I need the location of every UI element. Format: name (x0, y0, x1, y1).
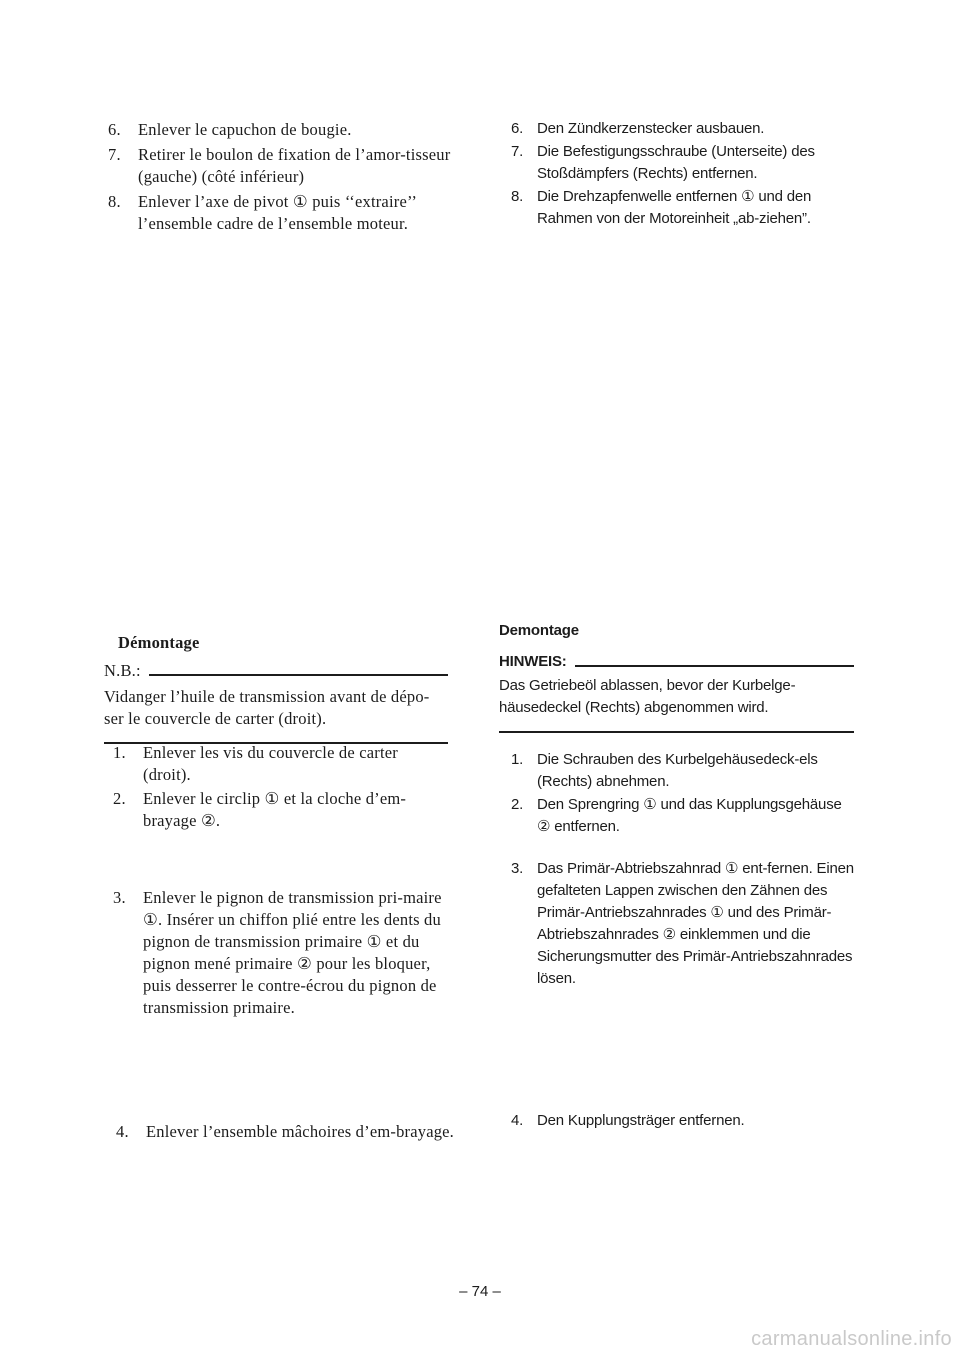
page-number: – 74 – (459, 1283, 501, 1300)
step-number: 1. (511, 751, 524, 768)
note-text: Vidanger l’huile de transmission avant de dépo-ser le couvercle de carter (droit). (104, 687, 430, 728)
note-label: HINWEIS: (499, 653, 567, 670)
step-text: Enlever les vis du couvercle de carter (droit). (143, 743, 398, 784)
note-divider (575, 665, 854, 667)
de-steps-b (511, 749, 855, 838)
step-number: 8. (108, 192, 121, 211)
watermark-text: carmanualsonline.info (751, 1328, 952, 1350)
list-item (511, 141, 856, 185)
step-text: Die Befestigungsschraube (Unterseite) des Stoßdämpfers (Rechts) entfernen. (537, 143, 815, 182)
note-header (499, 651, 854, 673)
step-text: Enlever l’axe de pivot ① puis ‘‘extraire’’ l’ensemble cadre de l’ensemble moteur. (138, 192, 416, 233)
step-number: 4. (116, 1122, 129, 1141)
step-text: Den Zündkerzenstecker ausbauen. (537, 120, 765, 137)
step-number: 7. (511, 143, 524, 160)
note-label: N.B.: (104, 661, 141, 680)
step-number: 1. (113, 743, 126, 762)
step-text: Den Sprengring ① und das Kupplungsgehäuse ② entfernen. (537, 796, 842, 835)
list-item (108, 119, 452, 141)
list-item (511, 794, 855, 838)
step-text: Die Schrauben des Kurbelgehäusedeck-els (Rechts) abnehmen. (537, 751, 818, 790)
step-number: 6. (108, 120, 121, 139)
step-number: 3. (511, 860, 524, 877)
note-header (104, 660, 448, 682)
de-section-title: Demontage (499, 622, 579, 639)
step-number: 3. (113, 888, 126, 907)
de-step-3 (511, 858, 855, 990)
step-number: 8. (511, 188, 524, 205)
fr-section-title: Démontage (118, 633, 200, 652)
list-item (113, 742, 450, 786)
step-text: Enlever le capuchon de bougie. (138, 120, 352, 139)
list-item (113, 887, 450, 1019)
step-number: 6. (511, 120, 524, 137)
step-text: Retirer le boulon de fixation de l’amor-tisseur (gauche) (côté inférieur) (138, 145, 451, 186)
fr-steps-a (108, 119, 452, 235)
note-divider (149, 674, 448, 676)
step-number: 2. (511, 796, 524, 813)
fr-step-3 (113, 887, 450, 1019)
de-step-4 (511, 1110, 855, 1132)
list-item (511, 858, 855, 990)
list-item (116, 1121, 454, 1143)
de-steps-a (511, 118, 856, 230)
list-item (511, 1110, 855, 1132)
fr-step-4 (116, 1121, 454, 1143)
list-item (108, 144, 452, 188)
list-item (511, 118, 856, 140)
list-item (511, 749, 855, 793)
step-text: Enlever le circlip ① et la cloche d’em-brayage ②. (143, 789, 407, 830)
list-item (113, 788, 450, 832)
list-item (511, 186, 856, 230)
step-text: Den Kupplungsträger entfernen. (537, 1112, 745, 1129)
step-number: 4. (511, 1112, 524, 1129)
step-text: Die Drehzapfenwelle entfernen ① und den Rahmen von der Motoreinheit „ab-ziehen”. (537, 188, 812, 227)
note-text: Das Getriebeöl ablassen, bevor der Kurbelge-häusedeckel (Rechts) abgenommen wird. (499, 677, 796, 716)
step-text: Das Primär-Abtriebszahnrad ① ent-fernen. Einen gefalteten Lappen zwischen den Zähnen des Primär-Antriebszahnrades ① und des Primär-Abtriebszahnrades ② einklemmen und die Sicherungsmutter des Primär-Antriebszahnrades lösen. (537, 860, 854, 987)
fr-note (104, 660, 448, 744)
step-text: Enlever le pignon de transmission pri-maire ①. Insérer un chiffon plié entre les dents du pignon de transmission primaire ① et du pignon mené primaire ② pour les bloquer, puis desserrer le contre-écrou du pignon de transmission primaire. (143, 888, 442, 1017)
step-text: Enlever l’ensemble mâchoires d’em-brayage. (146, 1122, 455, 1141)
note-rule (499, 731, 854, 733)
de-note (499, 651, 854, 733)
fr-steps-b (113, 742, 450, 832)
step-number: 2. (113, 789, 126, 808)
step-number: 7. (108, 145, 121, 164)
list-item (108, 191, 452, 235)
